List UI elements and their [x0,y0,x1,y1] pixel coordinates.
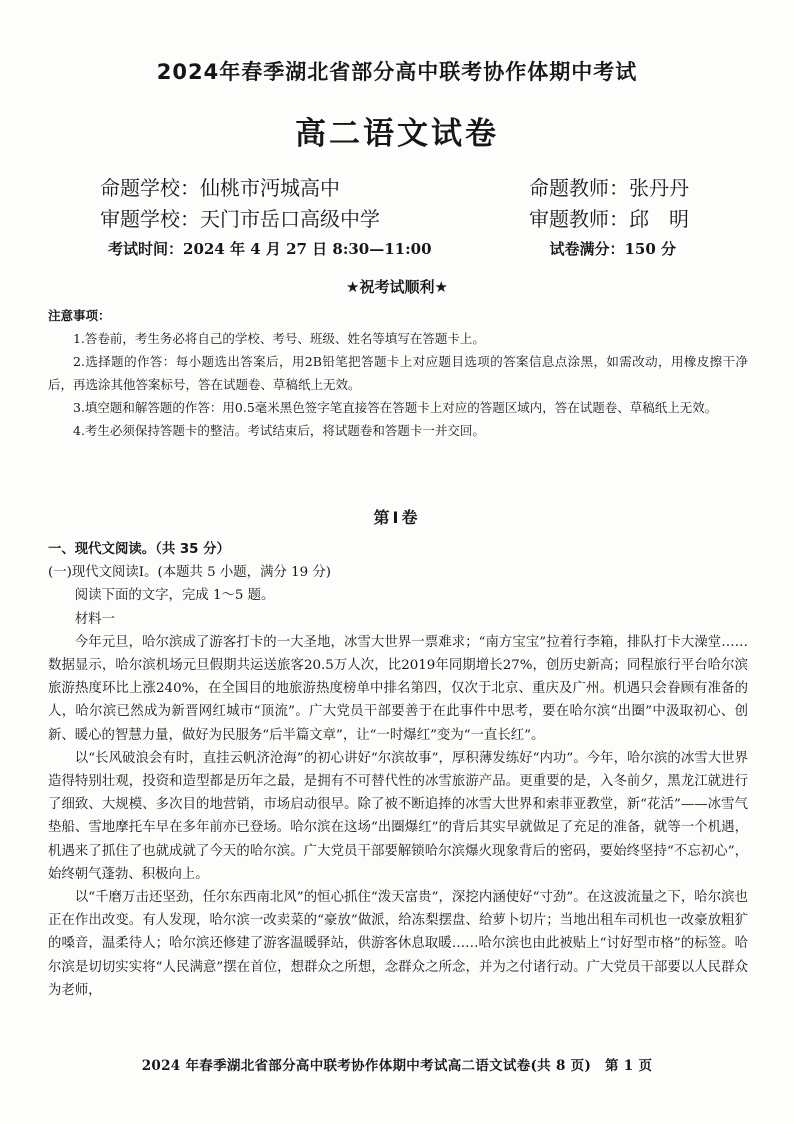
blessing: ★祝考试顺利★ [346,278,448,296]
page-footer: 2024 年春季湖北省部分高中联考协作体期中考试高二语文试卷(共 8 页) 第 1 页 [141,1058,653,1074]
proposer-school: 命题学校：仙桃市沔城高中 [100,176,340,200]
full-score: 试卷满分：150 分 [549,240,676,258]
note-item: 4.考生必须保持答题卡的整洁。考试结束后，将试题卷和答题卡一并交回。 [73,423,485,438]
reviewer-school: 审题学校：天门市岳口高级中学 [100,207,380,231]
instruction: 阅读下面的文字，完成 1～5 题。 [74,588,275,604]
section-title: 一、现代文阅读。（共 35 分） [48,542,230,557]
paragraph: 以“千磨万击还坚劲，任尔东西南北风”的恒心抓住“泼天富贵”，深挖内涵使好“寸劲”。在这波流量之下，哈尔滨也正在作出改变。有人发现，哈尔滨一改卖菜的“豪放”做派，给冻梨摆盘、给萝卜切片；当地出租车司机也一改豪放粗犷的嗓音，温柔待人；哈尔滨还修建了游客温暖驿站，供游客休息取暖……哈尔滨也由此被贴上“讨好型市格”的标签。哈尔滨是切切实实将“人民满意”摆在首位，想群众之所想，念群众之所念，并为之付诸行动。广大党员干部要以人民群众为老师， [48,890,748,998]
subject-title: 高二语文试卷 [295,116,499,152]
volume-heading: 第Ⅰ卷 [373,508,421,527]
note-item: 3.填空题和解答题的作答：用0.5毫米黑色签字笔直接答在答题卡上对应的答题区域内，答在试题卷、草稿纸上无效。 [73,400,718,415]
material-label: 材料一 [74,611,115,627]
reading-section [48,538,748,1002]
reviewer-teacher: 审题教师：邱 明 [529,207,689,231]
exam-info-row [108,238,676,259]
notes-section [48,304,748,442]
note-item: 1.答卷前，考生务必将自己的学校、考号、班级、姓名等填写在答题卡上。 [73,331,485,346]
section-subtitle: (一)现代文阅读Ⅰ。(本题共 5 小题，满分 19 分) [48,565,332,581]
proposer-row [100,172,709,201]
paragraph: 今年元旦，哈尔滨成了游客打卡的一大圣地，冰雪大世界一票难求；“南方宝宝”拉着行李箱，排队打卡大澡堂……数据显示，哈尔滨机场元旦假期共运送旅客20.5万人次，比2019年同期增长27%，创历史新高；同程旅行平台哈尔滨旅游热度环比上涨240%，在全国目的地旅游热度榜单中排名第四，仅次于北京、重庆及广州。机遇只会眷顾有准备的人，哈尔滨已然成为新晋网红城市“顶流”。广大党员干部要善于在此事件中思考，要在哈尔滨“出圈”中汲取初心、创新、暖心的智慧力量，做好为民服务“后半篇文章”，让“一时爆红”变为“一直长红”。 [48,634,748,743]
paragraph: 以“长风破浪会有时，直挂云帆济沧海”的初心讲好“尔滨故事”，厚积薄发练好“内功”。今年，哈尔滨的冰雪大世界造得特别壮观，投资和造型都是历年之最，是拥有不可替代性的冰雪旅游产品。更重要的是，入冬前夕，黑龙江就进行了细致、大规模、多次目的地营销，市场启动很早。除了被不断追捧的冰雪大世界和索菲亚教堂，新“花活”——冰雪气垫船、雪地摩托车早在多年前亦已登场。哈尔滨在这场“出圈爆红”的背后其实早就做足了充足的准备，就等一个机遇，机遇来了抓住了也就成就了今天的哈尔滨。广大党员干部要解锁哈尔滨爆火现象背后的密码，要始终坚持“不忘初心”，始终朝气蓬勃、积极向上。 [48,750,748,882]
reviewer-row [100,203,709,232]
notes-heading: 注意事项： [48,308,111,323]
exam-time: 考试时间：2024 年 4 月 27 日 8:30—11:00 [108,240,432,258]
note-item: 2.选择题的作答：每小题选出答案后，用2B铅笔把答题卡上对应题目选项的答案信息点涂黑，如需改动，用橡皮擦干净后，再选涂其他答案标号，答在试题卷、草稿纸上无效。 [48,354,748,392]
proposer-teacher: 命题教师：张丹丹 [529,176,689,200]
exam-title: 2024年春季湖北省部分高中联考协作体期中考试 [156,60,638,84]
